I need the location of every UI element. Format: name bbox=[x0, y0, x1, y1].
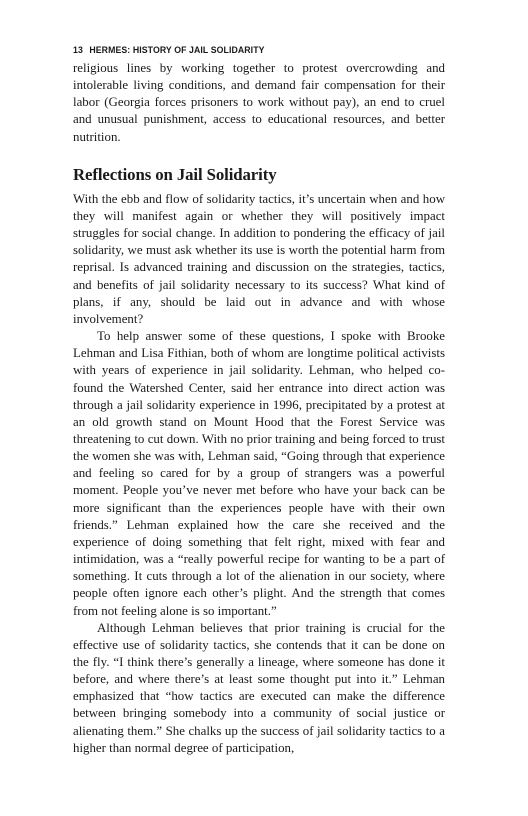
running-header bbox=[73, 44, 415, 60]
running-title: HERMES: HISTORY OF JAIL SOLIDARITY bbox=[89, 45, 265, 56]
body-paragraph-3: Although Lehman believes that prior training is crucial for the effective use of solidarity tactics, she contends that it can be done on the fly. “I think there’s generally a lineage, where someone has done it before, and where there’s at least some thought put into it.” Lehman emphasized that “how tactics are executed can make the difference between bringing somebody into a community of social justice or alienating them.” She chalks up the success of jail solidarity tactics to a higher than normal degree of participation, bbox=[73, 620, 445, 755]
book-page bbox=[73, 44, 445, 757]
page-number: 13 bbox=[73, 45, 83, 56]
section-heading: Reflections on Jail Solidarity bbox=[73, 164, 277, 184]
body-text bbox=[73, 60, 445, 757]
body-paragraph-2: To help answer some of these questions, I spoke with Brooke Lehman and Lisa Fithian, both of whom are longtime political activists with years of experience in jail solidarity. Lehman, who helped co-found the Watershed Center, said her entrance into direct action was through a jail solidarity experience in 1996, precipitated by a protest at an old growth stand on Mount Hood that the Forest Service was threatening to cut down. With no prior training and being forced to trust the women she was with, Lehman said, “Going through that experience and feeling so cared for by a group of strangers was a powerful moment. People you’ve never met before who have your back can be more significant than the experiences people have with their own friends.” Lehman explained how the care she received and the experience of doing something that felt right, mixed with fear and intimidation, was a “really powerful recipe for wanting to be a part of something. It cuts through a lot of the alienation in our society, where people often ignore each other’s plight. And the strength that comes from not feeling alone is so important.” bbox=[73, 329, 445, 618]
opening-paragraph: religious lines by working together to protest overcrowding and intolerable living conditions, and demand fair compensation for their labor (Georgia forces prisoners to work without pay), an end to cruel and unusual punishment, access to educational resources, and better nutrition. bbox=[73, 61, 445, 144]
body-paragraph-1: With the ebb and flow of solidarity tactics, it’s uncertain when and how they will manifest again or whether they will positively impact struggles for social change. In addition to pondering the efficacy of jail solidarity, we must ask whether its use is worth the potential harm from reprisal. Is advanced training and discussion on the strategies, tactics, and benefits of jail solidarity necessary to its success? What kind of plans, if any, should be laid out in advance and with whose involvement? bbox=[73, 191, 445, 326]
